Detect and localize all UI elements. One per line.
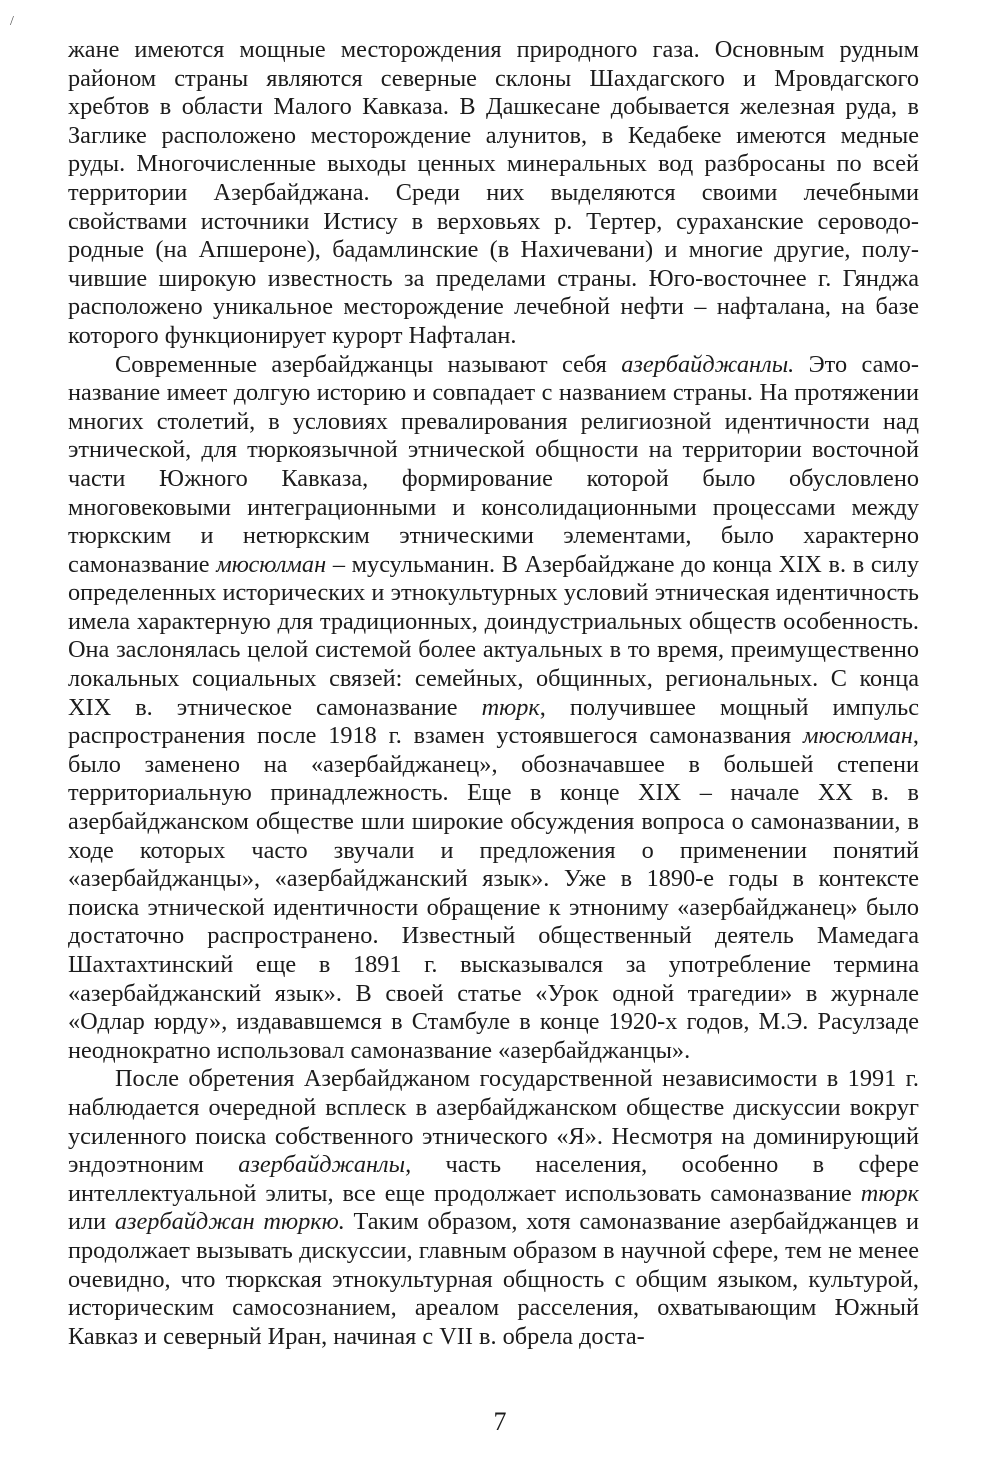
- text-run: Современные азербайджанцы называют себя: [115, 350, 622, 378]
- scan-mark: /: [10, 14, 14, 29]
- text-run: , было заменено на «азербайджанец», обозначавшее в большей степени территориальную принадлежность. Еще в конце XIX – начале XX в. в азербайджанском обществе шли широкие обсуждения вопроса о самоназвании, в ходе которых часто звучали и предложения о применении понятий «азербайджанцы», «азербайджанский язык». Уже в 1890-е годы в контексте поиска этнической идентичности обращение к этнониму «азербайджанец» было достаточно распространено. Известный общественный деятель Мамедага Шахтахтинский еще в 1891 г. высказывался за употребление термина «азербайджанский язык». В своей статье «Урок одной трагедии» в журнале «Одлар юрду», издававшемся в Стамбуле в конце 1920-х годов, М.Э. Расулзаде неоднократно использовал самоназвание «азербайджанцы».: [68, 722, 919, 1064]
- text-run: Таким образом, хотя самоназвание азербайджанцев и продолжает вызывать дискуссии, главным образом в научной сфере, тем не менее очевидно, что тюркская этнокультурная общность с общим языком, культурой, историческим самосознанием, ареалом расселения, охватывающим Южный Кавказ и северный Иран, начиная с VII в. обрела доста-: [68, 1208, 919, 1350]
- paragraph-1: [68, 36, 919, 351]
- text-run: жане имеются мощные месторождения природного газа. Основным рудным районом страны являются северные склоны Шахдагского и Мровдагского хребтов в области Малого Кавказа. В Дашкесане добывается железная руда, в Заглике расположено месторождение алунитов, в Кедабеке имеются медные руды. Многочисленные выходы ценных минеральных вод разбросаны по всей территории Азербайджана. Среди них выделяются своими лечебными свойствами источники Истису в верховьях р. Тертер, сураханские сероводородные (на Апшероне), бадамлинские (в Нахичевани) и многие другие, получившие широкую известность за пределами страны. Юго-восточнее г. Гянджа расположено уникальное месторождение лечебной нефти – нафталана, на базе которого функционирует курорт Нафталан.: [68, 36, 919, 349]
- italic-term: азербайджанлы,: [238, 1151, 412, 1179]
- italic-term: тюрк: [860, 1179, 919, 1207]
- text-run: или: [68, 1208, 115, 1236]
- text-run: , получившее мощный импульс распространения после 1918 г. взамен устоявшегося самоназвания: [68, 693, 919, 750]
- text-run: – мусульманин. В Азербайджане до конца XIX в. в силу определенных исторических и этнокультурных условий этническая идентичность имела характерную для традиционных, доиндустриальных обществ особенность. Она заслонялась целой системой более актуальных в то время, преимущественно локальных социальных связей: семейных, общинных, региональных. С конца XIX в. этническое самоназвание: [68, 550, 919, 721]
- paragraph-2: [68, 351, 919, 1066]
- italic-term: тюрк: [481, 693, 540, 721]
- italic-term: мюсюлман: [216, 550, 327, 578]
- italic-term: азербайджан тюркю.: [114, 1208, 345, 1236]
- text-run: После обретения Азербайджаном государственной независимости в 1991 г. наблюдается очередной всплеск в азербайджанском обществе дискуссии вокруг усиленного поиска собственного этнического «Я». Несмотря на доминирующий эндоэтноним: [68, 1065, 919, 1179]
- page-number: 7: [493, 1407, 507, 1436]
- italic-term: мюсюлман: [802, 722, 913, 750]
- italic-term: азербайджанлы.: [621, 350, 795, 378]
- page-body: [68, 36, 919, 1351]
- text-run: часть населения, особенно в сфере интеллектуальной элиты, все еще продолжает использовать самоназвание: [68, 1151, 919, 1207]
- text-run: Это самоназвание имеет долгую историю и совпадает с названием страны. На протяжении многих столетий, в условиях превалирования религиозной идентичности над этнической, для тюркоязычной этнической общности на территории восточной части Южного Кавказа, формирование которой было обусловлено многовековыми интеграционными и консолидационными процессами между тюркским и нетюркским этническими элементами, было характерно самоназвание: [68, 350, 919, 578]
- paragraph-3: [68, 1065, 919, 1351]
